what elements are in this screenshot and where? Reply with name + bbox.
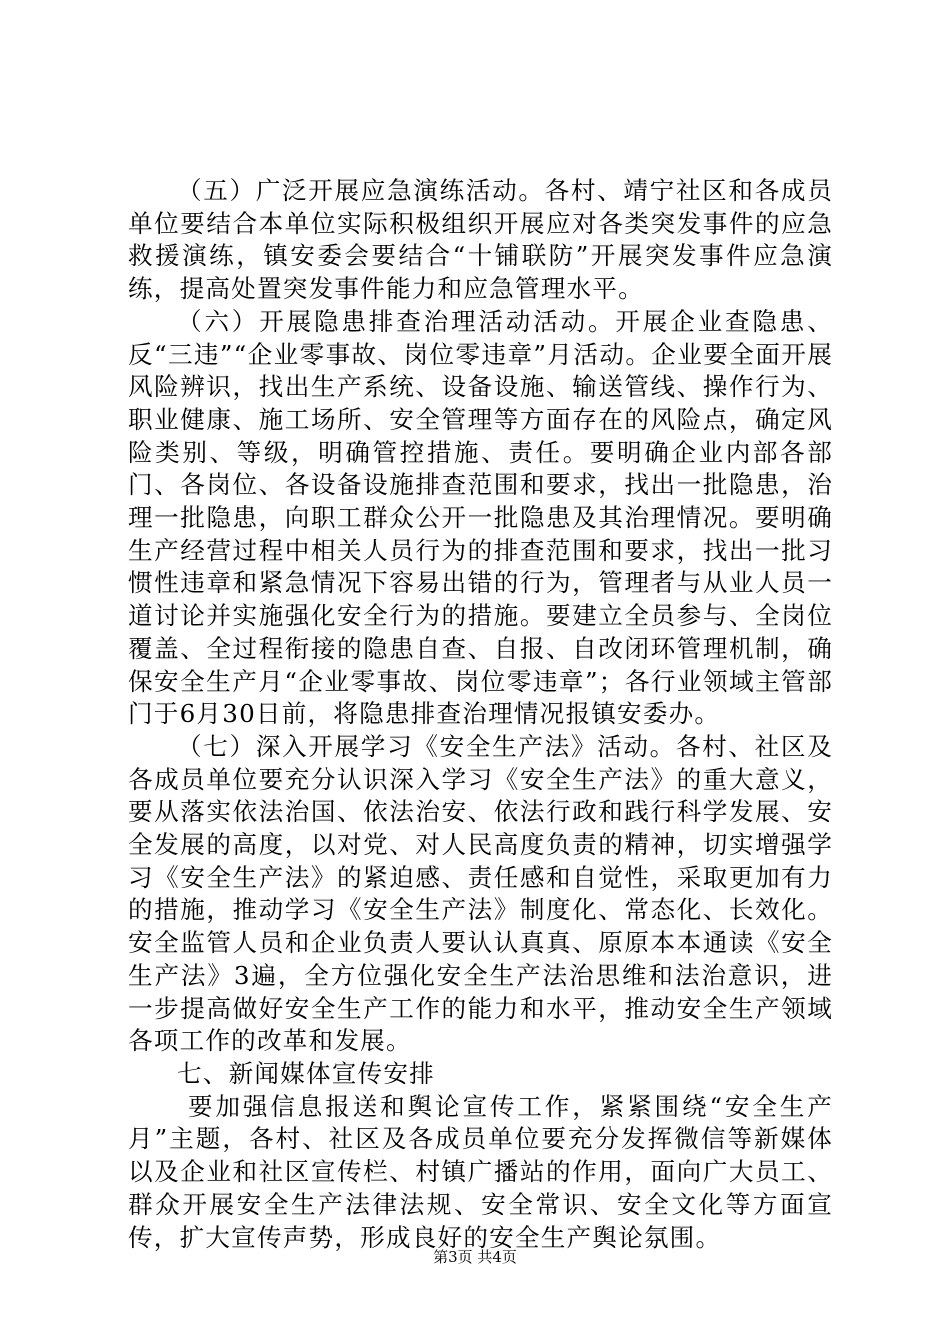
section-heading-media: 七、新闻媒体宣传安排 (177, 1058, 435, 1088)
paragraph-emergency-drill: （五）广泛开展应急演练活动。各村、靖宁社区和各成员单位要结合本单位实际积极组织开展应对各类突发事件的应急救援演练，镇安委会要结合“十铺联防”开展突发事件应急演练，提高处置突发事件能力和应急管理水平。 (128, 176, 833, 304)
paragraph-hazard-inspection: （六）开展隐患排查治理活动活动。开展企业查隐患、反“三违”“企业零事故、岗位零违章”月活动。企业要全面开展风险辨识，找出生产系统、设备设施、输送管线、操作行为、职业健康、施工场所、安全管理等方面存在的风险点，确定风险类别、等级，明确管控措施、责任。要明确企业内部各部门、各岗位、各设备设施排查范围和要求，找出一批隐患，治理一批隐患，向职工群众公开一批隐患及其治理情况。要明确生产经营过程中相关人员行为的排查范围和要求，找出一批习惯性违章和紧急情况下容易出错的行为，管理者与从业人员一道讨论并实施强化安全行为的措施。要建立全员参与、全岗位覆盖、全过程衔接的隐患自查、自报、自改闭环管理机制，确保安全生产月“企业零事故、岗位零违章”；各行业领域主管部门于6月30日前，将隐患排查治理情况报镇安委办。 (128, 306, 833, 729)
paragraph-safety-law-study: （七）深入开展学习《安全生产法》活动。各村、社区及各成员单位要充分认识深入学习《安全生产法》的重大意义，要从落实依法治国、依法治安、依法行政和践行科学发展、安全发展的高度，以对党、对人民高度负责的精神，切实增强学习《安全生产法》的紧迫感、责任感和自觉性，采取更加有力的措施，推动学习《安全生产法》制度化、常态化、长效化。安全监管人员和企业负责人要认认真真、原原本本通读《安全生产法》3遍，全方位强化安全生产法治思维和法治意识，进一步提高做好安全生产工作的能力和水平，推动安全生产领域各项工作的改革和发展。 (128, 731, 833, 1056)
paragraph-media-publicity: 要加强信息报送和舆论宣传工作，紧紧围绕“安全生产月”主题，各村、社区及各成员单位要充分发挥微信等新媒体以及企业和社区宣传栏、村镇广播站的作用，面向广大员工、群众开展安全生产法律法规、安全常识、安全文化等方面宣传，扩大宣传声势，形成良好的安全生产舆论氛围。 (128, 1091, 833, 1252)
document-body (128, 175, 833, 1254)
page-number-footer: 第3页 共4页 (433, 1248, 517, 1266)
